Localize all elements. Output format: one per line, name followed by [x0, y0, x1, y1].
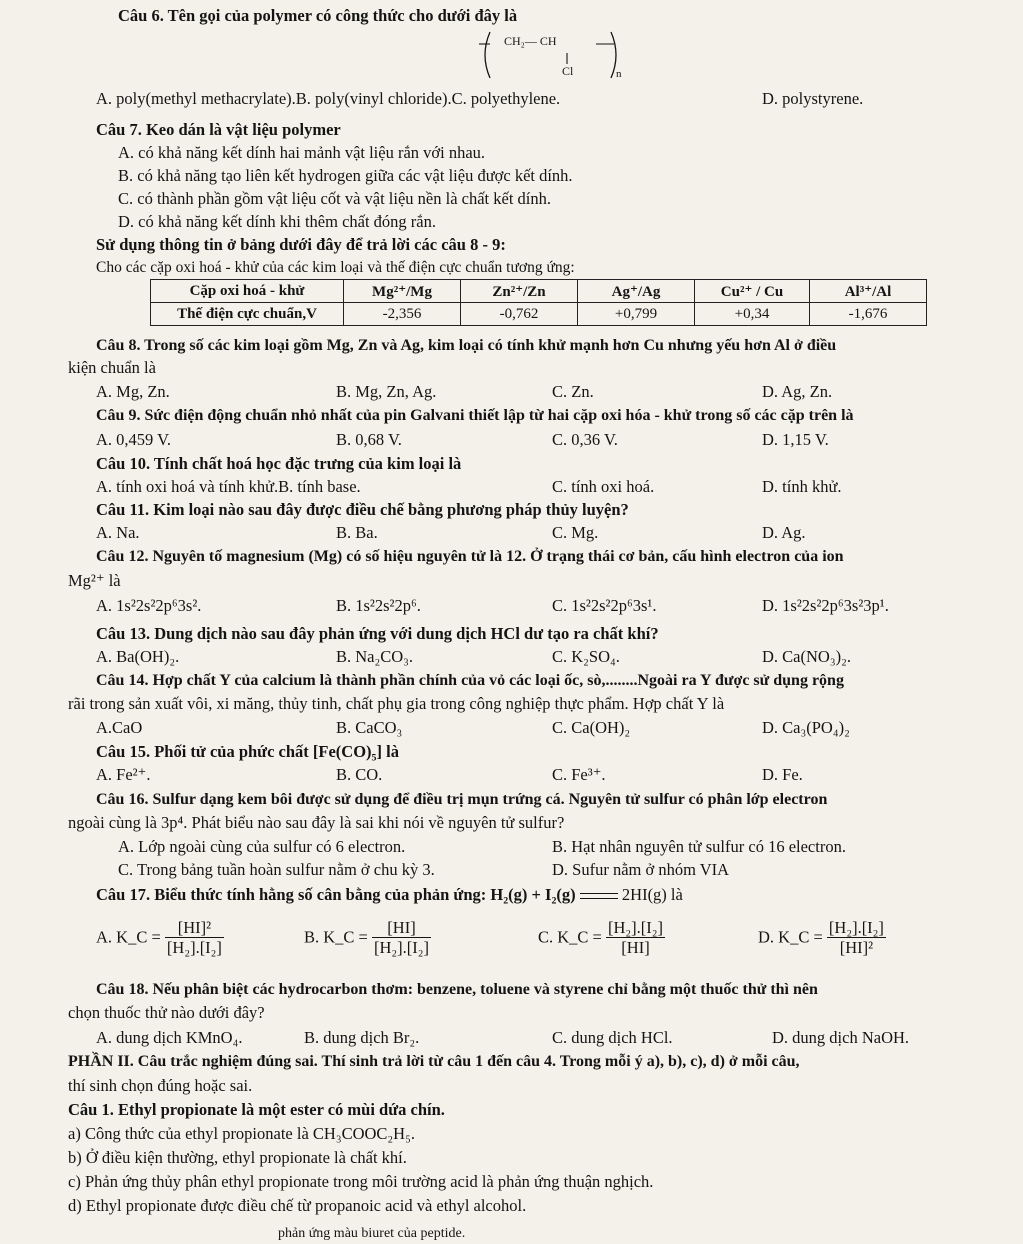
q13-option-d: D. Ca(NO₃)₂.	[762, 647, 851, 666]
q12-option-d: D. 1s²2s²2p⁶3s²3p¹.	[762, 596, 889, 615]
table-intro: Cho các cặp oxi hoá - khử của các kim loại và thế điện cực chuẩn tương ứng:	[96, 259, 575, 276]
table-cell: Thế điện cực chuẩn,V	[151, 303, 344, 326]
part2-q1-item-a: a) Công thức của ethyl propionate là CH₃COOC₂H₅.	[68, 1124, 415, 1143]
q14-stem-cont: rãi trong sản xuất vôi, xi măng, thủy tinh, chất phụ gia trong công nghiệp thực phẩm. Hợp chất Y là	[68, 694, 725, 713]
q10-option-d: D. tính khử.	[762, 477, 842, 496]
option-label: D. K_C =	[758, 927, 823, 947]
part2-q1-item-c: c) Phản ứng thủy phân ethyl propionate trong môi trường acid là phản ứng thuận nghịch.	[68, 1172, 654, 1191]
q16-option-b: B. Hạt nhân nguyên tử sulfur có 16 electron.	[552, 837, 846, 856]
option-label: A. K_C =	[96, 927, 161, 947]
fraction	[372, 918, 431, 957]
table-cell: +0,34	[695, 303, 810, 326]
q7-stem: Câu 7. Keo dán là vật liệu polymer	[96, 120, 341, 139]
q17-option-b	[304, 918, 431, 957]
table-cell: -0,762	[461, 303, 578, 326]
equilibrium-arrow-icon	[580, 891, 618, 901]
table-cell: +0,799	[578, 303, 695, 326]
part2-q1-item-d: d) Ethyl propionate được điều chế từ propanoic acid và ethyl alcohol.	[68, 1196, 527, 1215]
denominator: [HI]²	[839, 938, 874, 957]
q15-option-b: B. CO.	[336, 765, 383, 784]
q11-option-d: D. Ag.	[762, 523, 806, 542]
q9-option-d: D. 1,15 V.	[762, 430, 829, 449]
part2-heading-cont: thí sinh chọn đúng hoặc sai.	[68, 1076, 253, 1095]
q11-option-b: B. Ba.	[336, 523, 378, 542]
q10-options-ab: A. tính oxi hoá và tính khử.B. tính base.	[96, 477, 361, 496]
table-cell: Al³⁺/Al	[810, 280, 927, 303]
table-cell: Cặp oxi hoá - khử	[151, 280, 344, 303]
numerator: [HI]²	[165, 918, 224, 938]
q6-stem: Câu 6. Tên gọi của polymer có công thức cho dưới đây là	[118, 6, 518, 25]
q11-stem: Câu 11. Kim loại nào sau đây được điều chế bằng phương pháp thủy luyện?	[96, 500, 629, 519]
denominator: [H₂].[I₂]	[166, 938, 222, 957]
numerator: [H₂].[I₂]	[828, 918, 884, 937]
option-label: C. K_C =	[538, 927, 602, 947]
q12-option-b: B. 1s²2s²2p⁶.	[336, 596, 421, 615]
q14-option-d: D. Ca₃(PO₄)₂	[762, 718, 850, 737]
q18-stem-cont: chọn thuốc thử nào dưới đây?	[68, 1003, 265, 1022]
table-row	[151, 303, 927, 326]
q17-option-d	[758, 918, 886, 957]
table-cell: Mg²⁺/Mg	[344, 280, 461, 303]
q14-option-b: B. CaCO₃	[336, 718, 403, 737]
table-cell: -2,356	[344, 303, 461, 326]
denominator: [HI]	[621, 938, 650, 957]
numerator: [H₂].[I₂]	[607, 918, 664, 937]
fraction	[165, 918, 224, 957]
q17-option-a	[96, 918, 224, 957]
table-cell: Ag⁺/Ag	[578, 280, 695, 303]
q9-option-c: C. 0,36 V.	[552, 430, 618, 449]
table-cell: Zn²⁺/Zn	[461, 280, 578, 303]
q10-option-c: C. tính oxi hoá.	[552, 477, 655, 496]
potential-table	[150, 279, 927, 326]
q13-option-c: C. K₂SO₄.	[552, 647, 620, 666]
q9-option-a: A. 0,459 V.	[96, 430, 172, 449]
q17-product: 2HI(g) là	[621, 885, 683, 904]
q15-option-d: D. Fe.	[762, 765, 803, 784]
q7-option-d: D. có khả năng kết dính khi thêm chất đóng rắn.	[118, 212, 437, 231]
q12-option-c: C. 1s²2s²2p⁶3s¹.	[552, 596, 657, 615]
q11-option-c: C. Mg.	[552, 523, 599, 542]
q8-stem: Câu 8. Trong số các kim loại gồm Mg, Zn và Ag, kim loại có tính khử mạnh hơn Cu nhưng yếu hơn Al ở điều	[96, 337, 837, 354]
q17-stem: Câu 17. Biểu thức tính hằng số cân bằng của phản ứng: H₂(g) + I₂(g)	[96, 885, 576, 904]
q9-option-b: B. 0,68 V.	[336, 430, 402, 449]
formula-n: n	[616, 68, 622, 80]
q13-option-a: A. Ba(OH)₂.	[96, 647, 180, 666]
part2-q1-item-b: b) Ở điều kiện thường, ethyl propionate là chất khí.	[68, 1148, 407, 1167]
q16-stem-cont: ngoài cùng là 3p⁴. Phát biểu nào sau đây là sai khi nói về nguyên tử sulfur?	[68, 813, 565, 832]
q14-stem: Câu 14. Hợp chất Y của calcium là thành phần chính của vỏ các loại ốc, sò,........Ngoài ra Y được sử dụng rộng	[96, 672, 844, 689]
q14-option-a: A.CaO	[96, 718, 143, 737]
q16-stem: Câu 16. Sulfur dạng kem bôi được sử dụng để điều trị mụn trứng cá. Nguyên tử sulfur có phân lớp electron	[96, 791, 828, 808]
q12-option-a: A. 1s²2s²2p⁶3s².	[96, 596, 202, 615]
q16-option-d: D. Sufur nằm ở nhóm VIA	[552, 860, 730, 879]
fraction	[827, 918, 886, 957]
formula-main: CH₂— CH	[504, 34, 557, 48]
q12-ion: Mg²⁺ là	[68, 571, 121, 590]
table-cell: Cu²⁺ / Cu	[695, 280, 810, 303]
q15-option-a: A. Fe²⁺.	[96, 765, 151, 784]
q18-option-a: A. dung dịch KMnO₄.	[96, 1028, 243, 1047]
part2-q1-stem: Câu 1. Ethyl propionate là một ester có mùi dứa chín.	[68, 1100, 445, 1119]
q18-option-b: B. dung dịch Br₂.	[304, 1028, 420, 1047]
polymer-formula	[476, 26, 626, 84]
q16-option-a: A. Lớp ngoài cùng của sulfur có 6 electron.	[118, 837, 406, 856]
fraction	[606, 918, 665, 957]
denominator: [H₂].[I₂]	[373, 938, 430, 957]
q13-option-b: B. Na₂CO₃.	[336, 647, 414, 666]
q18-option-d: D. dung dịch NaOH.	[772, 1028, 910, 1047]
q10-stem: Câu 10. Tính chất hoá học đặc trưng của kim loại là	[96, 454, 462, 473]
q16-option-c: C. Trong bảng tuần hoàn sulfur nằm ở chu kỳ 3.	[118, 860, 435, 879]
table-cell: -1,676	[810, 303, 927, 326]
q7-option-b: B. có khả năng tạo liên kết hydrogen giữa các vật liệu được kết dính.	[118, 166, 573, 185]
q12-stem: Câu 12. Nguyên tố magnesium (Mg) có số hiệu nguyên tử là 12. Ở trạng thái cơ bản, cấu hình electron của ion	[96, 548, 844, 565]
q13-stem: Câu 13. Dung dịch nào sau đây phản ứng với dung dịch HCl dư tạo ra chất khí?	[96, 624, 659, 643]
q9-stem: Câu 9. Sức điện động chuẩn nhỏ nhất của pin Galvani thiết lập từ hai cặp oxi hóa - khử trong số các cặp trên là	[96, 407, 854, 424]
cut-off-line: phản ứng màu biuret của peptide.	[278, 1226, 466, 1241]
q8-option-c: C. Zn.	[552, 382, 594, 401]
q8-option-d: D. Ag, Zn.	[762, 382, 833, 401]
q15-stem: Câu 15. Phối tử của phức chất [Fe(CO)₅] là	[96, 742, 399, 761]
q17-line	[96, 885, 683, 905]
q11-option-a: A. Na.	[96, 523, 140, 542]
instruction-8-9: Sử dụng thông tin ở bảng dưới đây để trả lời các câu 8 - 9:	[96, 235, 506, 254]
q17-option-c	[538, 918, 665, 957]
q7-option-a: A. có khả năng kết dính hai mảnh vật liệu rắn với nhau.	[118, 143, 486, 162]
formula-sub: Cl	[562, 64, 574, 78]
numerator: [HI]	[372, 918, 431, 938]
q6-options-abc: A. poly(methyl methacrylate).B. poly(vinyl chloride).C. polyethylene.	[96, 89, 561, 108]
q18-option-c: C. dung dịch HCl.	[552, 1028, 673, 1047]
q15-option-c: C. Fe³⁺.	[552, 765, 606, 784]
q8-option-a: A. Mg, Zn.	[96, 382, 170, 401]
table-row	[151, 280, 927, 303]
q8-option-b: B. Mg, Zn, Ag.	[336, 382, 437, 401]
q6-option-d: D. polystyrene.	[762, 89, 864, 108]
part2-heading: PHẦN II. Câu trắc nghiệm đúng sai. Thí sinh trả lời từ câu 1 đến câu 4. Trong mỗi ý a), b), c), d) ở mỗi câu,	[68, 1053, 800, 1070]
q18-stem: Câu 18. Nếu phân biệt các hydrocarbon thơm: benzene, toluene và styrene chỉ bằng một thuốc thử thì nên	[96, 981, 818, 998]
q14-option-c: C. Ca(OH)₂	[552, 718, 631, 737]
q8-stem-cont: kiện chuẩn là	[68, 358, 156, 377]
q7-option-c: C. có thành phần gồm vật liệu cốt và vật liệu nền là chất kết dính.	[118, 189, 552, 208]
option-label: B. K_C =	[304, 927, 368, 947]
